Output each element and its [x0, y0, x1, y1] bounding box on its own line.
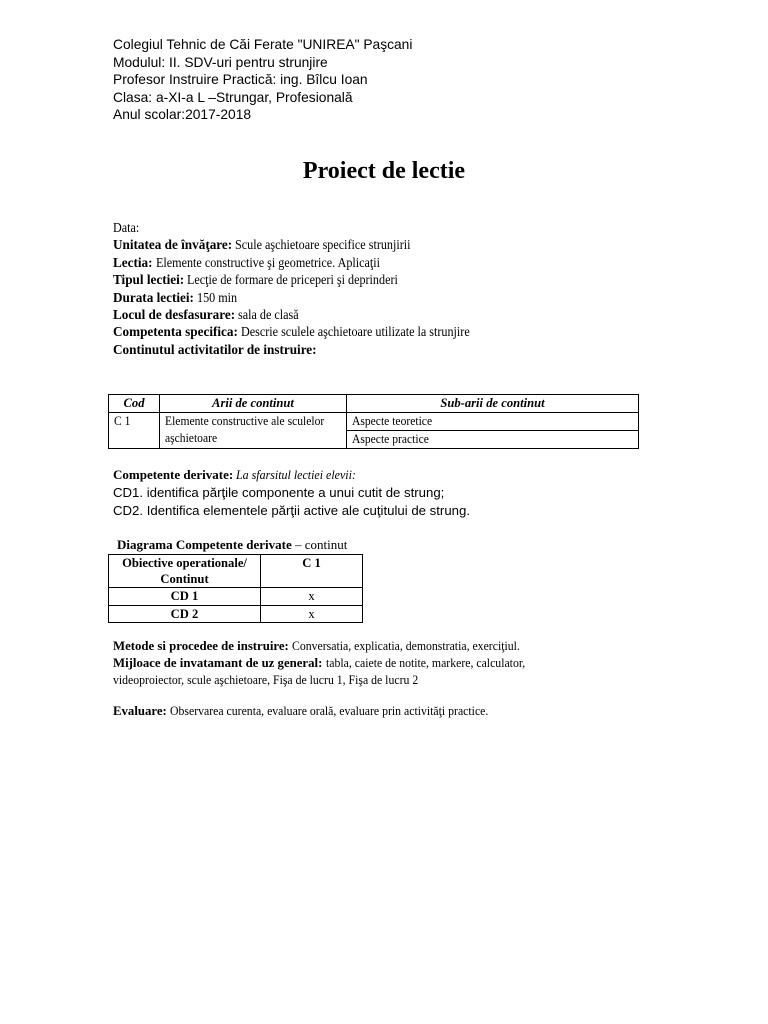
module-line: Modulul: II. SDV-uri pentru strunjire — [113, 54, 328, 70]
lesson-type-label: Tipul lectiei: — [113, 272, 185, 288]
cd2-item: CD2. Identifica elementele părţii active ale cuţitului de strung. — [113, 503, 470, 518]
evaluation-line — [113, 704, 516, 719]
diagram-header-left: Obiective operationale/ Continut — [109, 555, 261, 588]
derived-intro: La sfarsitul lectiei elevii: — [236, 467, 357, 482]
diagram-title — [117, 537, 347, 553]
date-label: Data: — [113, 220, 140, 235]
cell-subarea-1: Aspecte teoretice — [347, 413, 639, 431]
competence-line — [113, 323, 490, 340]
methods-section — [113, 638, 542, 689]
header-subarii: Sub-arii de continut — [347, 395, 639, 413]
page-title: Proiect de lectie — [302, 158, 466, 184]
methods-line — [113, 638, 542, 655]
lesson-info — [113, 219, 490, 358]
content-heading-line — [113, 341, 490, 358]
content-heading: Continutul activitatilor de instruire: — [113, 341, 317, 357]
table-row — [109, 588, 363, 606]
competence-value: Descrie sculele aşchietoare utilizate la strunjire — [241, 324, 470, 340]
methods-label: Metode si procedee de instruire: — [113, 639, 289, 653]
competence-label: Competenta specifica: — [113, 324, 238, 340]
location-line — [113, 306, 490, 323]
diagram-row-label: CD 1 — [109, 588, 261, 606]
lesson-type-line — [113, 271, 490, 288]
means-line-2 — [113, 672, 542, 689]
diagram-header-row — [109, 555, 363, 588]
location-label: Locul de desfasurare: — [113, 307, 236, 323]
school-name: Colegiul Tehnic de Căi Ferate "UNIREA" Paşcani — [113, 37, 413, 52]
duration-label: Durata lectiei: — [113, 289, 194, 305]
unit-line — [113, 236, 490, 253]
duration-value: 150 min — [197, 289, 238, 305]
duration-line — [113, 289, 490, 306]
derived-label: Competente derivate: — [113, 467, 234, 482]
means-label: Mijloace de invatamant de uz general: — [113, 656, 323, 670]
means-value-1: tabla, caiete de notite, markere, calculator, — [325, 656, 525, 670]
lesson-label: Lectia: — [113, 254, 153, 270]
header-cod: Cod — [109, 395, 160, 413]
date-line — [113, 219, 490, 236]
cell-subarea-2: Aspecte practice — [347, 431, 639, 449]
header-arii: Arii de continut — [160, 395, 347, 413]
diagram-header-right: C 1 — [261, 555, 363, 588]
diagram-row-label: CD 2 — [109, 605, 261, 623]
lesson-line — [113, 254, 490, 271]
cell-area: Elemente constructive ale sculelor aşchietoare — [160, 413, 347, 449]
evaluation-value: Observarea curenta, evaluare orală, evaluare prin activităţi practice. — [170, 704, 489, 718]
cell-code: C 1 — [109, 413, 160, 449]
diagram-title-rest: – continut — [291, 537, 348, 552]
unit-value: Scule aşchietoare specifice strunjirii — [235, 237, 411, 253]
class-line: Clasa: a-XI-a L –Strungar, Profesională — [113, 89, 353, 105]
diagram-row-mark: x — [261, 605, 363, 623]
unit-label: Unitatea de învăţare: — [113, 237, 233, 253]
evaluation-label: Evaluare: — [113, 704, 167, 718]
cd1-item: CD1. identifica părţile componente a unui cutit de strung; — [113, 485, 445, 500]
diagram-row-mark: x — [261, 588, 363, 606]
teacher-line: Profesor Instruire Practică: ing. Bîlcu Ioan — [113, 72, 368, 87]
content-table-header — [109, 395, 639, 413]
derived-heading — [113, 466, 470, 484]
diagram-title-bold: Diagrama Competente derivate — [117, 537, 292, 552]
lesson-value: Elemente constructive şi geometrice. Aplicaţii — [155, 254, 380, 270]
content-table — [108, 394, 639, 449]
table-row — [109, 413, 639, 431]
school-year-line: Anul scolar:2017-2018 — [113, 107, 252, 122]
table-row — [109, 605, 363, 623]
school-header — [113, 36, 412, 124]
means-value-2: videoproiector, scule aşchietoare, Fişa de lucru 1, Fişa de lucru 2 — [113, 673, 419, 687]
derived-competences — [113, 466, 470, 520]
location-value: sala de clasă — [238, 307, 300, 323]
methods-value: Conversatia, explicatia, demonstratia, exerciţiul. — [292, 639, 520, 653]
diagram-table — [108, 554, 363, 623]
means-line — [113, 655, 542, 672]
lesson-type-value: Lecţie de formare de priceperi şi deprinderi — [187, 272, 399, 288]
